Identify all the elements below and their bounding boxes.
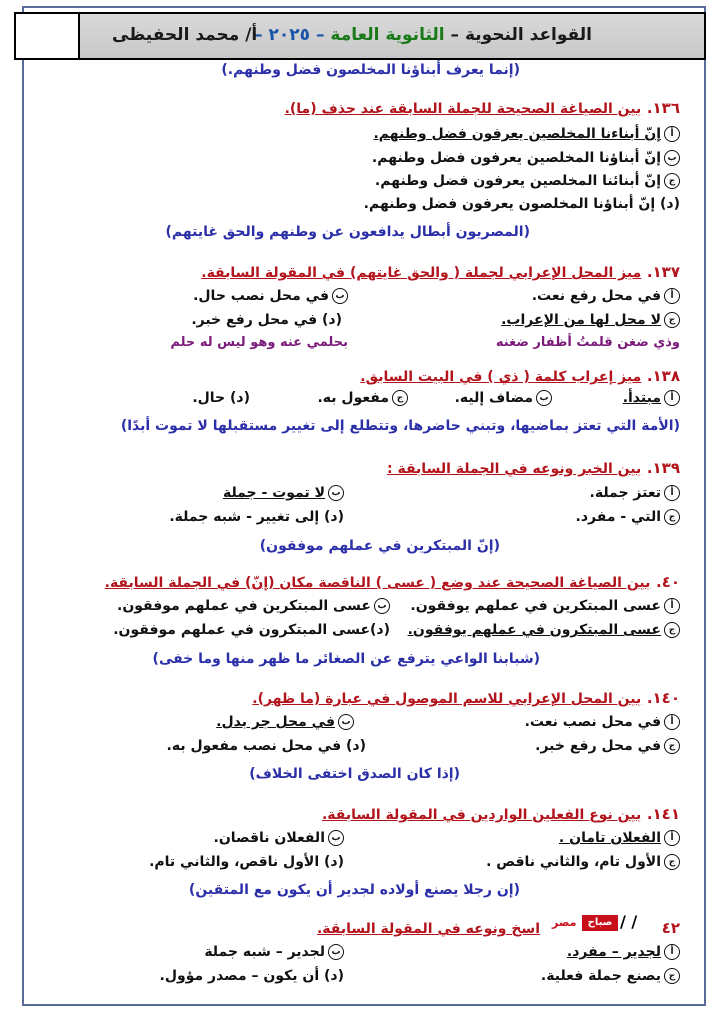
question-number: ٤٠. bbox=[655, 573, 680, 591]
poem-left: بحلمي عنه وهو ليس له حلم bbox=[170, 335, 348, 350]
option-136-a[interactable]: أإنّ أبناءنا المخلصين يعرفون فضل وطنهم. bbox=[373, 126, 680, 142]
quote-136: (إنما يعرف أبناؤنا المخلصون فضل وطنهم.) bbox=[221, 62, 520, 78]
question-text: بين الصياغة الصحيحة للجملة السابقة عند حذف (ما). bbox=[284, 101, 642, 117]
option-label: عسى المبتكرين في عملهم موفقون. bbox=[117, 598, 371, 614]
option-label: الفعلان تامان . bbox=[558, 830, 661, 846]
option-label: (د) أن يكون – مصدر مؤول. bbox=[159, 968, 344, 984]
option-label: لا محل لها من الإعراب. bbox=[501, 312, 661, 328]
question-number: ١٣٨. bbox=[646, 367, 680, 385]
option-142-b[interactable]: بلجدير – شبه جملة bbox=[204, 944, 344, 960]
option-142-c[interactable]: جيصنع جملة فعلية. bbox=[541, 968, 680, 984]
site-logo: صباح bbox=[582, 915, 618, 931]
option-137-d[interactable] bbox=[191, 312, 342, 328]
quote-139: (الأمة التي تعتز بماضيها، وتبني حاضرها، وتتطلع إلى تغيير مستقبلها لا تموت أبدًا) bbox=[120, 418, 680, 434]
option-label: (د) الأول ناقص، والثاني تام. bbox=[149, 854, 344, 870]
option-140a-c[interactable]: جعسى المبتكرون في عملهم يوفقون. bbox=[408, 622, 680, 638]
question-140a bbox=[105, 572, 680, 591]
option-140a-a[interactable]: أعسى المبتكرين في عملهم يوفقون. bbox=[410, 598, 680, 614]
option-label: في محل نصب نعت. bbox=[524, 714, 661, 730]
option-140-c[interactable]: جفي محل رفع خبر. bbox=[535, 738, 680, 754]
question-137 bbox=[201, 262, 680, 281]
page-header bbox=[14, 12, 706, 60]
option-139-c[interactable]: جالتي - مفرد. bbox=[576, 509, 680, 525]
question-number: ١٤٠. bbox=[646, 689, 680, 707]
poem-right: وذي ضغن قلمتُ أظفار ضغنه bbox=[495, 335, 680, 350]
option-label: (د) إلى تغيير - شبه جملة. bbox=[169, 509, 344, 525]
option-label: (د) حال. bbox=[192, 390, 250, 406]
title-stage: الثانوية العامة bbox=[330, 25, 445, 45]
option-label: إنّ أبناؤنا المخلصين يعرفون فضل وطنهم. bbox=[371, 150, 661, 166]
option-137-b[interactable]: بفي محل نصب حال. bbox=[193, 288, 348, 304]
quote-142: (إذا كان الصدق اختفى الخلاف) bbox=[249, 766, 460, 782]
option-139-a[interactable]: أتعتز جملة. bbox=[590, 485, 680, 501]
quote-143: (إن رجلا يصنع أولاده لجدير أن يكون مع المتقين) bbox=[188, 882, 520, 898]
option-label: لا تموت - جملة bbox=[222, 485, 325, 501]
option-label: الفعلان ناقصان. bbox=[213, 830, 325, 846]
option-138-c[interactable]: جمفعول به. bbox=[317, 390, 408, 406]
question-text: بين نوع الفعلين الواردين في المقولة السابقة. bbox=[321, 807, 642, 823]
option-140-d[interactable] bbox=[167, 738, 366, 754]
quote-141: (شبابنا الواعي يترفع عن الصغائر ما ظهر منها وما خفى) bbox=[152, 651, 540, 667]
option-label: (د)عسى المبتكرون في عملهم موفقون. bbox=[113, 622, 390, 638]
header-title bbox=[254, 25, 592, 45]
option-139-d[interactable] bbox=[169, 509, 344, 525]
question-138 bbox=[360, 366, 680, 385]
question-text: ميز إعراب كلمة ( ذي ) في البيت السابق. bbox=[360, 369, 642, 385]
question-139 bbox=[387, 458, 680, 477]
option-142-a[interactable]: ألجدير – مفرد. bbox=[567, 944, 680, 960]
header-author: أ/ محمد الحفيظى bbox=[112, 25, 258, 45]
option-label: يصنع جملة فعلية. bbox=[540, 968, 661, 984]
option-label: الأول تام، والثاني ناقص . bbox=[486, 854, 661, 870]
question-141 bbox=[322, 804, 680, 823]
slash-mark: / / bbox=[620, 912, 638, 931]
option-label: عسى المبتكرون في عملهم يوفقون. bbox=[407, 622, 661, 638]
header-tab bbox=[16, 14, 80, 58]
question-text: بين المحل الإعرابي للاسم الموصول في عبارة (ما ظهر). bbox=[252, 691, 642, 707]
title-year: – ٢٠٢٥ – bbox=[254, 25, 325, 45]
quote-140: (إنّ المبتكرين في عملهم موفقون) bbox=[259, 538, 500, 554]
question-136 bbox=[285, 98, 680, 117]
option-141-c[interactable]: جالأول تام، والثاني ناقص . bbox=[486, 854, 680, 870]
option-label: تعتز جملة. bbox=[589, 485, 661, 501]
option-label: مضاف إليه. bbox=[454, 390, 533, 406]
option-label: لجدير – مفرد. bbox=[566, 944, 661, 960]
site-logo-sub: مصر bbox=[552, 916, 577, 929]
option-141-b[interactable]: بالفعلان ناقصان. bbox=[214, 830, 345, 846]
option-label: عسى المبتكرين في عملهم يوفقون. bbox=[410, 598, 661, 614]
option-140-a[interactable]: أفي محل نصب نعت. bbox=[525, 714, 680, 730]
question-142-num bbox=[662, 918, 680, 937]
option-label: مبتدأ. bbox=[622, 390, 661, 406]
option-label: (د) في محل رفع خبر. bbox=[191, 312, 342, 328]
option-139-b[interactable]: بلا تموت - جملة bbox=[223, 485, 344, 501]
option-138-a[interactable]: أمبتدأ. bbox=[623, 390, 680, 406]
option-label: إنّ أبناءنا المخلصين يعرفون فضل وطنهم. bbox=[373, 126, 661, 142]
option-140a-b[interactable]: بعسى المبتكرين في عملهم موفقون. bbox=[117, 598, 390, 614]
option-137-c[interactable]: جلا محل لها من الإعراب. bbox=[501, 312, 680, 328]
option-140a-d[interactable] bbox=[113, 622, 390, 638]
option-136-c[interactable]: جإنّ أبنائنا المخلصين يعرفون فضل وطنهم. bbox=[375, 173, 680, 189]
option-141-d[interactable] bbox=[149, 854, 344, 870]
question-number: ١٣٧. bbox=[646, 263, 680, 281]
question-142 bbox=[317, 918, 540, 937]
option-label: (د) إنّ أبناؤنا المخلصون يعرفون فضل وطنهم. bbox=[363, 196, 680, 212]
option-141-a[interactable]: أالفعلان تامان . bbox=[559, 830, 680, 846]
question-text: بين الخبر ونوعه في الجملة السابقة : bbox=[387, 461, 642, 477]
question-text: ميز المحل الإعرابي لجملة ( والحق غايتهم) في المقولة السابقة. bbox=[201, 265, 642, 281]
question-number: ٤٢ bbox=[661, 919, 680, 937]
quote-137: (المصريون أبطال يدافعون عن وطنهم والحق غايتهم) bbox=[165, 224, 530, 240]
option-label: لجدير – شبه جملة bbox=[204, 944, 325, 960]
option-label: في محل جر بدل. bbox=[216, 714, 335, 730]
option-label: في محل نصب حال. bbox=[193, 288, 329, 304]
option-label: مفعول به. bbox=[317, 390, 389, 406]
option-137-a[interactable]: أفي محل رفع نعت. bbox=[532, 288, 680, 304]
option-140-b[interactable]: بفي محل جر بدل. bbox=[216, 714, 354, 730]
option-label: إنّ أبنائنا المخلصين يعرفون فضل وطنهم. bbox=[374, 173, 661, 189]
option-label: في محل رفع خبر. bbox=[535, 738, 661, 754]
question-text: اسخ ونوعه في المقولة السابقة. bbox=[316, 921, 540, 937]
question-text: بين الصياغة الصحيحة عند وضع ( عسى ) الناقصة مكان (إنّ) في الجملة السابقة. bbox=[104, 575, 651, 591]
option-label: في محل رفع نعت. bbox=[531, 288, 661, 304]
question-number: ١٣٩. bbox=[646, 459, 680, 477]
option-138-d[interactable] bbox=[192, 390, 250, 406]
option-label: (د) في محل نصب مفعول به. bbox=[166, 738, 366, 754]
option-136-d[interactable] bbox=[364, 196, 680, 212]
question-number: ١٤١. bbox=[646, 805, 680, 823]
question-number: ١٣٦. bbox=[646, 99, 680, 117]
title-subject: القواعد النحوية – bbox=[450, 25, 592, 45]
question-140 bbox=[252, 688, 680, 707]
option-142-d[interactable] bbox=[160, 968, 344, 984]
option-138-b[interactable]: بمضاف إليه. bbox=[455, 390, 552, 406]
option-136-b[interactable]: بإنّ أبناؤنا المخلصين يعرفون فضل وطنهم. bbox=[372, 150, 680, 166]
option-label: التي - مفرد. bbox=[575, 509, 661, 525]
